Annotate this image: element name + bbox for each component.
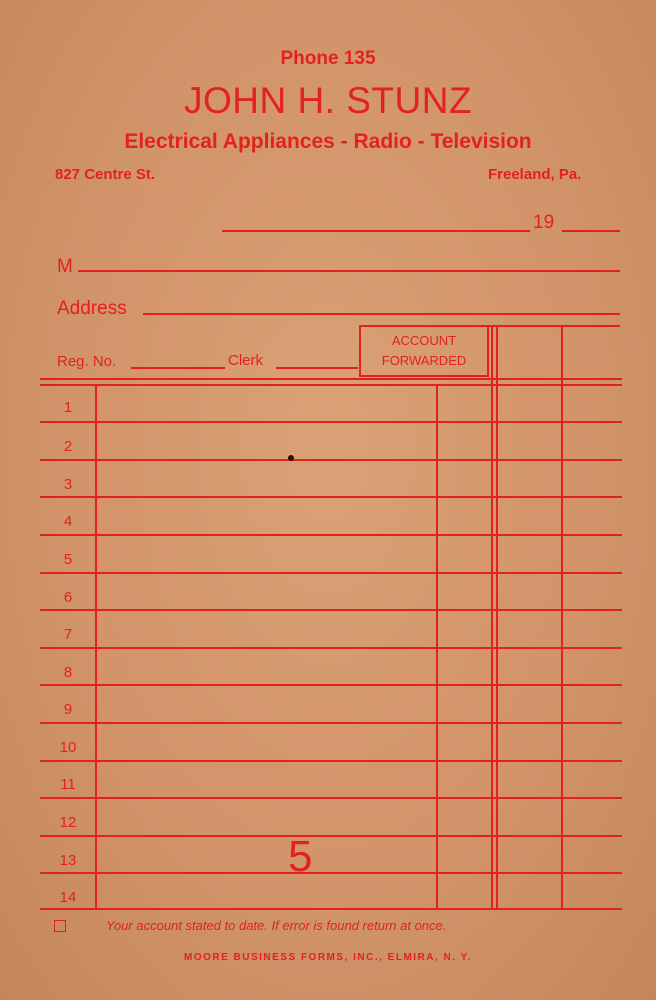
clerk-label: Clerk <box>228 352 264 369</box>
row-number: 7 <box>63 626 73 643</box>
address-label: Address <box>57 298 127 319</box>
ink-spot <box>288 455 294 461</box>
city-address: Freeland, Pa. <box>488 166 582 183</box>
row-number: 5 <box>63 551 73 568</box>
row-number: 9 <box>63 701 73 718</box>
table-top-line <box>40 378 622 380</box>
business-tagline: Electrical Appliances - Radio - Television <box>124 130 532 153</box>
clerk-line <box>276 367 358 369</box>
header-top-line <box>359 325 620 327</box>
row-line <box>40 647 622 649</box>
printer-imprint: MOORE BUSINESS FORMS, INC., ELMIRA, N. Y. <box>183 952 472 963</box>
year-line <box>562 230 620 232</box>
row-line <box>40 421 622 423</box>
reg-no-line <box>131 367 225 369</box>
row-number: 13 <box>59 852 77 869</box>
row-line <box>40 534 622 536</box>
row-number: 11 <box>60 776 76 793</box>
account-label: ACCOUNT <box>391 333 457 348</box>
row-line <box>40 684 622 686</box>
row-number: 6 <box>63 589 73 606</box>
date-line <box>222 230 530 232</box>
account-note: Your account stated to date. If error is found return at once. <box>106 918 447 933</box>
column-divider <box>491 325 493 383</box>
account-forwarded-box <box>359 325 489 377</box>
row-line <box>40 835 622 837</box>
row-number: 10 <box>59 739 77 756</box>
row-line <box>40 872 622 874</box>
row-number: 3 <box>63 476 73 493</box>
row-line <box>40 760 622 762</box>
row-line <box>40 496 622 498</box>
row-line <box>40 722 622 724</box>
phone-number: Phone 135 <box>280 48 376 69</box>
row-number: 1 <box>63 399 73 416</box>
reg-no-label: Reg. No. <box>57 353 117 370</box>
row-number: 8 <box>63 664 73 681</box>
year-prefix: 19 <box>533 212 555 233</box>
column-divider <box>496 325 498 383</box>
row-number: 14 <box>59 889 77 906</box>
row-number: 2 <box>63 438 73 455</box>
row-number: 12 <box>59 814 77 831</box>
row-line <box>40 908 622 910</box>
row-line <box>40 459 622 461</box>
column-divider <box>561 325 563 383</box>
table-top-line <box>40 384 622 386</box>
row-line <box>40 609 622 611</box>
row-number: 4 <box>63 513 73 530</box>
form-number: 5 <box>288 832 313 881</box>
customer-label: M <box>57 256 73 277</box>
row-line <box>40 797 622 799</box>
customer-line <box>78 270 620 272</box>
business-name: JOHN H. STUNZ <box>183 80 473 121</box>
row-line <box>40 572 622 574</box>
forwarded-label: FORWARDED <box>381 353 467 368</box>
address-line <box>143 313 620 315</box>
checkbox-square[interactable] <box>54 920 66 932</box>
street-address: 827 Centre St. <box>55 166 156 183</box>
